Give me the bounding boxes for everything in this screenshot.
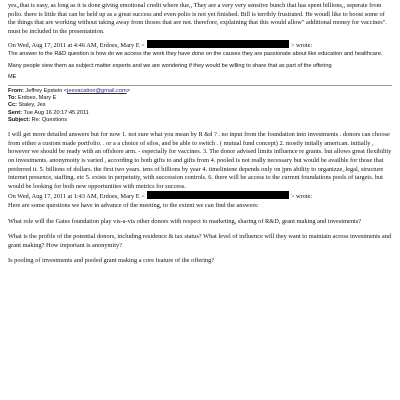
sent-label: Sent: xyxy=(8,109,22,116)
wrote-prefix-2: On Wed, Aug 17, 2011 at 1:43 AM, Erdoes, Mary E < xyxy=(8,193,145,201)
epstein-reply-paragraph: I will get more detailed answers but for now 1. not sure what you mean by R &d ? . no input from the foundation into investments . donors can choose from either a custom made portfolio. . or a a choice of silos, and be able to switch . ( mutual fund concept) 2. mostly initally american. initially , however we should be ready with an offshore arm. - especially for vaccines. 3. The donor advised limits influence re grants. but allows great flexibility on investments. anonymoity is varied , according to both gifts to and gifts from 4. pooled is not really necessary but would be availble for those that preferred it. 5. billions of dollars. the first two years. tens of billions by year 4. timeliniene depends only on jpm ability to organizze, legal, structure internet presence, staffing. etc 5. exists in perpetuity, with succession controls. 6. there will be access to the current foundations pools of targets. but would be looking for both new opportunities with metrics for success. xyxy=(8,131,392,190)
to-label: To: xyxy=(8,95,17,102)
wrote-prefix: On Wed, Aug 17, 2011 at 4:46 AM, Erdoes, Mary E < xyxy=(8,42,145,50)
cc-value: Staley, Jes xyxy=(18,102,46,109)
from-row xyxy=(8,88,392,95)
to-row xyxy=(8,95,392,102)
question-3: Is pooling of investments and pooled grant making a core feature of the offering? xyxy=(8,257,215,265)
to-value: Erdoes, Mary E xyxy=(17,95,57,102)
erdoes-question: Many people view them as subject matter experts and we are wondering if they would be willing to share that as part of the offering xyxy=(8,62,332,69)
reply-paragraph: yes,,that is easy, as long as it is done giving emotional credit where due,, They are a very very sensitve bunch that has spent billions,, seperate from polio. there is little that can be held up as a great success and even polio is not yet finished. Bill is terribly frustrated. He woudl like to boost some of the things that are working without taking away from thoses that are not. therefore, explaining that this would allow" additional money for vaccines". must be included in the presentatnion. xyxy=(8,2,387,35)
erdoes-answer: The answer to the R&D question is how do we access the work they have done on the causes they are passionate about like education and healthcare. xyxy=(8,50,383,57)
from-close: > xyxy=(126,87,130,94)
redacted-email xyxy=(147,40,289,48)
cc-row xyxy=(8,102,392,109)
question-2: What is the profile of the potential donors, including residence & tax status? What level of influence will they want to maintain across investments and grant making? How important is anonymity? xyxy=(8,233,392,249)
questions-intro: Here are some questions we have in advance of the meeting, to the extent we can find the answers: xyxy=(8,201,259,209)
sent-row xyxy=(8,110,392,117)
redacted-email-2 xyxy=(147,191,289,199)
wrote-suffix-2: > wrote: xyxy=(290,193,313,201)
erdoes-signature: ME xyxy=(8,74,17,81)
from-name: Jeffrey Epstein < xyxy=(25,87,68,94)
wrote-suffix: > wrote: xyxy=(290,42,313,50)
subject-row xyxy=(8,117,392,124)
header-divider xyxy=(8,85,392,86)
from-email-link[interactable]: jeevacation@gmail.com xyxy=(67,87,127,94)
sent-value: Tue Aug 16 20:17:45 2011 xyxy=(23,109,89,116)
cc-label: Cc: xyxy=(8,102,18,109)
question-1: What role will the Gates foundation play vis-a-vis other donors with respect to marketing, sharing of R&D, grant making and investments? xyxy=(8,217,362,225)
message-header xyxy=(8,88,392,124)
subject-label: Subject: xyxy=(8,116,31,123)
from-label: From: xyxy=(8,87,24,94)
quoted-wrote-line xyxy=(8,40,392,51)
quoted-wrote-line-2 xyxy=(8,191,392,202)
subject-value: Re: Questions xyxy=(31,116,68,123)
